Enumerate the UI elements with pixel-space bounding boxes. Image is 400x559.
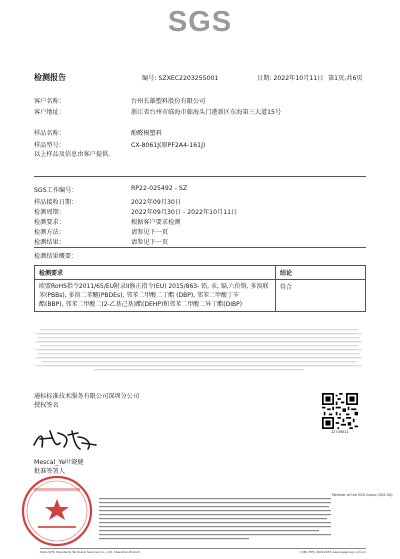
requirement-line: 酯(BBP), 邻苯二甲酸二(2-乙基己基)酯(DEHP)和邻苯二甲酸二异丁酯(DIBP) — [39, 301, 243, 308]
sample-model-label: 样品型号： — [34, 142, 65, 149]
signatory-name: Mescal_Ye叶晓健 — [34, 459, 84, 466]
results-table — [34, 265, 366, 312]
authorized-signature-label: 授权签名 — [34, 402, 59, 409]
sgs-job-number-value: RP22-025492 - SZ — [131, 185, 188, 192]
sample-name-label: 样品名称： — [34, 130, 65, 137]
report-number: 编号: SZXEC2203255001 — [142, 75, 219, 82]
table-header-requirement: 检测要求 — [35, 266, 276, 280]
test-request-label: 检测要求： — [34, 219, 65, 226]
test-result-value: 请参见下一页 — [131, 239, 169, 246]
sample-name-value: 酚醛模塑料 — [131, 130, 162, 137]
divider — [34, 247, 366, 248]
client-name-label: 客户名称： — [34, 98, 65, 105]
footer-disclaimer-text — [99, 497, 357, 544]
test-period-label: 检测周期： — [34, 209, 65, 216]
background-watermark-text — [34, 327, 366, 377]
qr-code — [322, 393, 358, 429]
sample-note: 以上样品及信息由客户提供。 — [34, 151, 115, 158]
requirement-cell — [35, 280, 276, 312]
official-seal-stamp — [20, 474, 94, 548]
client-address-value: 浙江省台州市临海市临海头门港新区东海第三大道15号 — [131, 109, 282, 116]
handwritten-signature — [30, 425, 100, 455]
page-indicator: 第1页,共6页 — [328, 75, 363, 82]
company-name: 通标标准技术服务有限公司深圳分公司 — [34, 393, 140, 400]
test-request-value: 根据客户要求检测 — [131, 219, 181, 226]
client-address-label: 客户地址： — [34, 109, 65, 116]
divider — [34, 176, 366, 177]
test-method-value: 请参见下一页 — [131, 229, 169, 236]
footer-member-note: Member of the SGS Group (SGS SA) — [332, 493, 393, 497]
conclusion-cell: 符合 — [276, 280, 366, 312]
watermark-lines — [34, 327, 366, 377]
requirement-line: 欧盟RoHS指令2011/65/EU附录II修正指令(EU) 2015/863- 铅, 汞, 镉,六价铬, 多溴联 — [39, 283, 269, 290]
table-row — [35, 280, 366, 312]
disclaimer-lines — [99, 497, 331, 542]
footer-address-strip — [40, 548, 366, 554]
test-method-label: 检测方法： — [34, 229, 65, 236]
table-header-conclusion: 结论 — [276, 266, 366, 280]
client-name-value: 台州长雄塑料股份有限公司 — [131, 98, 206, 105]
report-title: 检测报告 — [34, 73, 66, 82]
test-period-value: 2022年09月30日 - 2022年10月11日 — [131, 209, 238, 216]
footer-strip-left: SGS-CSTC Standards Technical Services Co., Ltd. Shenzhen Branch — [40, 550, 141, 554]
received-date-label: 样品接收日期： — [34, 199, 78, 206]
sgs-logo: SGS — [167, 6, 233, 38]
received-date-value: 2022年09月30日 — [131, 199, 182, 206]
requirement-line: 苯(PBBs), 多溴二苯醚(PBDEs), 邻苯二甲酸二丁酯 (DBP), 邻苯二甲酸丁苄 — [39, 292, 239, 299]
sgs-job-number-label: SGS工作编号： — [34, 187, 78, 194]
test-result-label: 检测结果： — [34, 239, 65, 246]
qr-code-number: 22749811 — [331, 430, 349, 434]
footer-strip-right: t (86-755) 26012053 www.sgsgroup.com.cn — [300, 550, 366, 554]
signatory-title: 批准签署人 — [34, 468, 65, 475]
report-date: 日期: 2022年10月11日 — [257, 75, 324, 82]
summary-title: 检测结果概要： — [34, 253, 78, 260]
sample-model-value: CX-8061J(原PF2A4-161J) — [131, 142, 206, 149]
